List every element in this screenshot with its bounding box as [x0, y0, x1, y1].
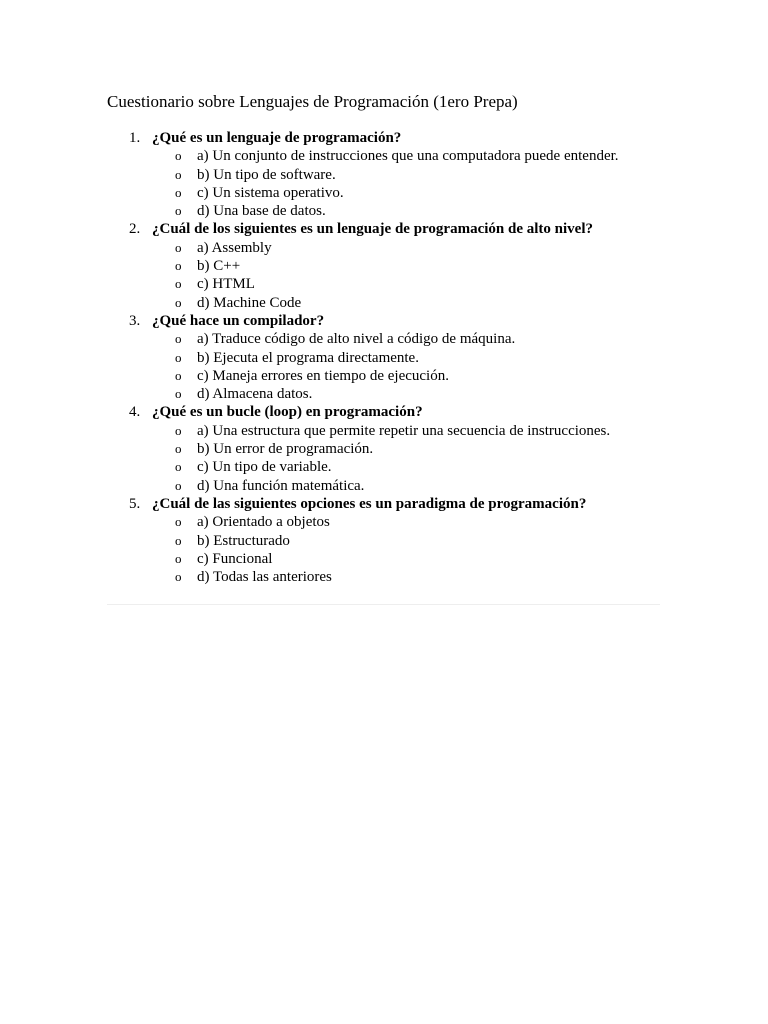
- option-item: [175, 184, 667, 202]
- document-title: Cuestionario sobre Lenguajes de Programación (1ero Prepa): [107, 92, 518, 111]
- option-item: [175, 294, 667, 312]
- option-item: [175, 568, 667, 586]
- bullet-o-icon: o: [175, 459, 182, 475]
- option-item: [175, 550, 667, 568]
- question-text: ¿Cuál de los siguientes es un lenguaje de programación de alto nivel?: [152, 221, 593, 238]
- question-number: 4.: [129, 404, 141, 421]
- bullet-o-icon: o: [175, 532, 182, 548]
- bullet-o-icon: o: [175, 349, 182, 365]
- question-3: [107, 312, 667, 403]
- bullet-o-icon: o: [175, 184, 182, 200]
- question-text: ¿Qué es un lenguaje de programación?: [152, 130, 402, 146]
- option-text: c) HTML: [197, 276, 255, 293]
- option-text: b) C++: [197, 258, 241, 275]
- option-text: d) Una base de datos.: [197, 203, 326, 220]
- option-text: b) Un tipo de software.: [197, 166, 336, 183]
- option-text: b) Un error de programación.: [197, 441, 374, 458]
- option-text: a) Assembly: [197, 239, 272, 256]
- question-text: ¿Qué hace un compilador?: [152, 312, 325, 329]
- question-number: 5.: [129, 495, 141, 512]
- question-text: ¿Qué es un bucle (loop) en programación?: [152, 404, 423, 421]
- option-text: b) Ejecuta el programa directamente.: [197, 349, 419, 366]
- option-text: c) Maneja errores en tiempo de ejecución.: [197, 367, 449, 384]
- bullet-o-icon: o: [175, 239, 182, 255]
- option-item: [175, 513, 667, 531]
- question-2: [107, 220, 667, 311]
- question-number: 2.: [129, 221, 141, 238]
- bullet-o-icon: o: [175, 294, 182, 310]
- option-text: a) Orientado a objetos: [197, 514, 330, 531]
- bullet-o-icon: o: [175, 148, 182, 164]
- bullet-o-icon: o: [175, 367, 182, 383]
- bullet-o-icon: o: [175, 166, 182, 182]
- option-text: d) Todas las anteriores: [197, 569, 332, 586]
- question-1: [107, 129, 667, 220]
- bullet-o-icon: o: [175, 203, 182, 219]
- option-text: a) Traduce código de alto nivel a código de máquina.: [197, 331, 516, 348]
- option-item: [175, 385, 667, 403]
- question-number: 1.: [129, 130, 141, 146]
- option-item: [175, 330, 667, 348]
- option-text: b) Estructurado: [197, 532, 290, 549]
- option-list: [152, 239, 667, 312]
- bullet-o-icon: o: [175, 386, 182, 402]
- option-item: [175, 275, 667, 293]
- option-item: [175, 477, 667, 495]
- bullet-o-icon: o: [175, 276, 182, 292]
- option-text: c) Un sistema operativo.: [197, 184, 344, 201]
- option-item: [175, 367, 667, 385]
- option-item: [175, 147, 667, 165]
- option-text: a) Una estructura que permite repetir una secuencia de instrucciones.: [197, 422, 611, 439]
- bullet-o-icon: o: [175, 258, 182, 274]
- option-text: d) Almacena datos.: [197, 386, 313, 403]
- option-text: d) Una función matemática.: [197, 477, 365, 494]
- bullet-o-icon: o: [175, 477, 182, 493]
- option-item: [175, 422, 667, 440]
- option-text: c) Funcional: [197, 550, 273, 567]
- bullet-o-icon: o: [175, 331, 182, 347]
- option-item: [175, 440, 667, 458]
- option-item: [175, 458, 667, 476]
- bullet-o-icon: o: [175, 550, 182, 566]
- option-list: [152, 513, 667, 586]
- divider-line: [107, 604, 660, 605]
- option-list: [152, 147, 667, 220]
- bullet-o-icon: o: [175, 569, 182, 585]
- option-text: a) Un conjunto de instrucciones que una computadora puede entender.: [197, 148, 619, 165]
- option-text: c) Un tipo de variable.: [197, 459, 332, 476]
- option-item: [175, 257, 667, 275]
- bullet-o-icon: o: [175, 422, 182, 438]
- question-number: 3.: [129, 312, 141, 329]
- bullet-o-icon: o: [175, 514, 182, 530]
- question-4: [107, 403, 667, 494]
- option-list: [152, 422, 667, 495]
- option-item: [175, 532, 667, 550]
- question-5: [107, 495, 667, 586]
- option-list: [152, 330, 667, 403]
- option-item: [175, 166, 667, 184]
- question-text: ¿Cuál de las siguientes opciones es un paradigma de programación?: [152, 495, 587, 512]
- option-text: d) Machine Code: [197, 294, 302, 311]
- option-item: [175, 349, 667, 367]
- option-item: [175, 202, 667, 220]
- bullet-o-icon: o: [175, 441, 182, 457]
- option-item: [175, 239, 667, 257]
- question-list: [107, 129, 667, 586]
